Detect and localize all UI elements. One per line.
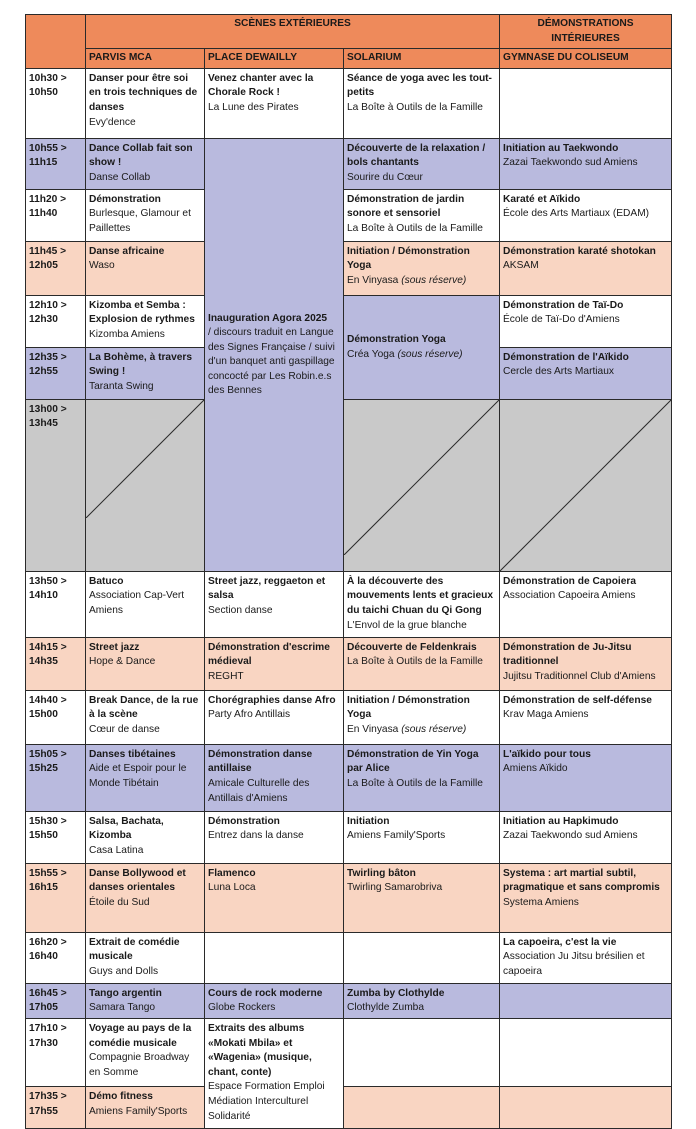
time-slot: 16h45 > 17h05 bbox=[26, 983, 86, 1018]
event-organizer: Taranta Swing bbox=[89, 380, 154, 392]
event-organizer: Samara Tango bbox=[89, 1002, 156, 1014]
event-organizer: AKSAM bbox=[503, 260, 539, 272]
empty-cell bbox=[500, 983, 672, 1018]
event-organizer: La Boîte à Outils de la Famille bbox=[347, 101, 483, 113]
event-organizer: Jujitsu Traditionnel Club d'Amiens bbox=[503, 670, 656, 682]
event-organizer: Amiens Family'Sports bbox=[347, 830, 446, 842]
table-row bbox=[26, 983, 672, 1018]
time-slot: 15h30 > 15h50 bbox=[26, 811, 86, 863]
break-cell bbox=[500, 399, 672, 571]
event-cell bbox=[205, 637, 344, 690]
event-organizer: Evy'dence bbox=[89, 116, 136, 128]
event-organizer: Cœur de danse bbox=[89, 723, 160, 735]
event-organizer: Association Ju Jitsu brésilien et capoeira bbox=[503, 951, 645, 977]
event-organizer: École des Arts Martiaux (EDAM) bbox=[503, 208, 650, 220]
diagonal-slash-icon bbox=[500, 400, 671, 571]
event-organizer: Krav Maga Amiens bbox=[503, 709, 589, 721]
event-title: Séance de yoga avec les tout-petits bbox=[347, 72, 492, 99]
event-organizer: École de Taï-Do d'Amiens bbox=[503, 314, 620, 326]
event-organizer: Waso bbox=[89, 260, 115, 272]
event-cell bbox=[205, 571, 344, 637]
table-row bbox=[26, 138, 672, 189]
event-title: Karaté et Aïkido bbox=[503, 193, 581, 205]
event-organizer: Créa Yoga (sous réserve) bbox=[347, 348, 463, 360]
event-organizer: Étoile du Sud bbox=[89, 896, 150, 908]
event-organizer: Zazai Taekwondo sud Amiens bbox=[503, 157, 638, 169]
event-organizer: Amiens Family'Sports bbox=[89, 1105, 188, 1117]
event-organizer: La Boîte à Outils de la Famille bbox=[347, 656, 483, 668]
event-title: Initiation / Démonstration Yoga bbox=[347, 694, 470, 721]
event-title: Démonstration de Ju-Jitsu traditionnel bbox=[503, 641, 632, 668]
event-title: Initiation / Démonstration Yoga bbox=[347, 245, 470, 272]
event-title: Démonstration danse antillaise bbox=[208, 748, 313, 775]
event-title: Inauguration Agora 2025 bbox=[208, 312, 328, 324]
event-cell bbox=[500, 571, 672, 637]
event-organizer: Entrez dans la danse bbox=[208, 830, 304, 842]
empty-cell bbox=[500, 68, 672, 138]
time-slot: 13h00 > 13h45 bbox=[26, 399, 86, 571]
event-cell bbox=[86, 347, 205, 399]
event-title: Démonstration bbox=[208, 815, 280, 827]
venue-parvis-mca: PARVIS MCA bbox=[86, 49, 205, 69]
diagonal-slash-icon bbox=[344, 400, 499, 555]
diagonal-slash-icon bbox=[86, 400, 204, 518]
event-organizer: Zazai Taekwondo sud Amiens bbox=[503, 830, 638, 842]
event-cell bbox=[205, 68, 344, 138]
event-cell bbox=[86, 932, 205, 983]
event-organizer: Globe Rockers bbox=[208, 1002, 276, 1014]
venue-place-dewailly: PLACE DEWAILLY bbox=[205, 49, 344, 69]
event-cell bbox=[500, 744, 672, 811]
event-cell bbox=[86, 241, 205, 295]
event-title: Street jazz bbox=[89, 641, 140, 653]
event-title: Démonstration de Yin Yoga par Alice bbox=[347, 748, 479, 775]
table-row bbox=[26, 295, 672, 347]
table-row bbox=[26, 189, 672, 241]
event-organizer: Kizomba Amiens bbox=[89, 328, 165, 340]
time-slot: 12h35 > 12h55 bbox=[26, 347, 86, 399]
event-title: Danse africaine bbox=[89, 245, 165, 257]
time-slot: 14h15 > 14h35 bbox=[26, 637, 86, 690]
event-organizer: La Boîte à Outils de la Famille bbox=[347, 222, 483, 234]
event-cell bbox=[86, 295, 205, 347]
empty-cell bbox=[344, 1086, 500, 1128]
event-title: Twirling bâton bbox=[347, 867, 416, 879]
event-title: Zumba by Clothylde bbox=[347, 987, 445, 999]
event-title: Systema : art martial subtil, pragmatique et sans compromis bbox=[503, 867, 660, 894]
event-title: À la découverte des mouvements lents et gracieux du taichi Chuan du Qi Gong bbox=[347, 575, 494, 616]
time-slot: 17h35 > 17h55 bbox=[26, 1086, 86, 1128]
venue-row bbox=[26, 49, 672, 69]
header-row bbox=[26, 15, 672, 49]
event-cell bbox=[344, 983, 500, 1018]
event-cell bbox=[86, 1018, 205, 1086]
event-cell bbox=[500, 863, 672, 932]
event-cell bbox=[500, 138, 672, 189]
event-title: Tango argentin bbox=[89, 987, 162, 999]
event-title: Dance Collab fait son show ! bbox=[89, 142, 193, 169]
event-cell bbox=[344, 241, 500, 295]
table-row bbox=[26, 1086, 672, 1128]
event-cell bbox=[500, 295, 672, 347]
event-organizer: Guys and Dolls bbox=[89, 965, 159, 977]
event-organizer: Amiens Aïkido bbox=[503, 763, 568, 775]
time-slot: 15h05 > 15h25 bbox=[26, 744, 86, 811]
event-organizer: En Vinyasa (sous réserve) bbox=[347, 723, 467, 735]
event-title: Initiation bbox=[347, 815, 390, 827]
time-slot: 13h50 > 14h10 bbox=[26, 571, 86, 637]
event-title: Découverte de Feldenkrais bbox=[347, 641, 477, 653]
table-row bbox=[26, 68, 672, 138]
event-cell bbox=[86, 189, 205, 241]
time-slot: 16h20 > 16h40 bbox=[26, 932, 86, 983]
event-title: La Bohème, à travers Swing ! bbox=[89, 351, 193, 378]
event-organizer: L'Envol de la grue blanche bbox=[347, 619, 467, 631]
event-cell bbox=[344, 744, 500, 811]
event-cell bbox=[205, 1018, 344, 1128]
event-title: Break Dance, de la rue à la scène bbox=[89, 694, 199, 721]
event-cell bbox=[205, 863, 344, 932]
event-cell bbox=[344, 571, 500, 637]
break-cell bbox=[86, 399, 205, 571]
event-organizer: Association Cap-Vert Amiens bbox=[89, 590, 185, 616]
event-title: Démonstration karaté shotokan bbox=[503, 245, 656, 257]
event-organizer: Aide et Espoir pour le Monde Tibétain bbox=[89, 763, 187, 789]
event-organizer: Association Capoeira Amiens bbox=[503, 590, 636, 602]
event-cell bbox=[344, 637, 500, 690]
event-organizer: Luna Loca bbox=[208, 882, 256, 894]
time-slot: 10h55 > 11h15 bbox=[26, 138, 86, 189]
event-organizer: La Lune des Pirates bbox=[208, 101, 299, 113]
event-title: Extrait de comédie musicale bbox=[89, 936, 180, 963]
event-cell bbox=[205, 811, 344, 863]
header-corner bbox=[26, 15, 86, 69]
event-organizer: Burlesque, Glamour et Paillettes bbox=[89, 208, 191, 234]
event-organizer: Twirling Samarobriva bbox=[347, 882, 443, 894]
event-title: Danser pour être soi en trois techniques de danses bbox=[89, 72, 198, 113]
event-cell bbox=[344, 690, 500, 744]
break-row bbox=[26, 399, 672, 571]
event-organizer: La Boîte à Outils de la Famille bbox=[347, 777, 483, 789]
table-row bbox=[26, 637, 672, 690]
event-cell bbox=[344, 295, 500, 399]
time-slot: 11h20 > 11h40 bbox=[26, 189, 86, 241]
time-slot: 14h40 > 15h00 bbox=[26, 690, 86, 744]
event-cell bbox=[344, 68, 500, 138]
event-organizer: Amicale Culturelle des Antillais d'Amiens bbox=[208, 777, 310, 804]
event-organizer: Hope & Dance bbox=[89, 656, 156, 668]
event-title: Démonstration de Taï-Do bbox=[503, 299, 624, 311]
interior-demos-header: DÉMONSTRATIONS INTÉRIEURES bbox=[500, 15, 672, 49]
event-title: Démonstration de l'Aïkido bbox=[503, 351, 629, 363]
event-cell bbox=[86, 811, 205, 863]
event-title: Démonstration bbox=[89, 193, 161, 205]
event-organizer: Section danse bbox=[208, 604, 273, 616]
event-cell bbox=[205, 983, 344, 1018]
event-organizer: REGHT bbox=[208, 670, 244, 682]
empty-cell bbox=[205, 932, 344, 983]
table-row bbox=[26, 811, 672, 863]
event-organizer: En Vinyasa (sous réserve) bbox=[347, 274, 467, 286]
time-slot: 12h10 > 12h30 bbox=[26, 295, 86, 347]
event-title: Flamenco bbox=[208, 867, 256, 879]
event-title: Initiation au Hapkimudo bbox=[503, 815, 619, 827]
event-cell bbox=[86, 571, 205, 637]
empty-cell bbox=[344, 932, 500, 983]
time-slot: 11h45 > 12h05 bbox=[26, 241, 86, 295]
table-row bbox=[26, 241, 672, 295]
event-title: Danses tibétaines bbox=[89, 748, 176, 760]
event-title: Démo fitness bbox=[89, 1090, 153, 1102]
event-organizer: Systema Amiens bbox=[503, 896, 579, 908]
event-title: Cours de rock moderne bbox=[208, 987, 323, 999]
table-row bbox=[26, 863, 672, 932]
event-cell bbox=[205, 744, 344, 811]
event-title: Découverte de la relaxation / bols chantants bbox=[347, 142, 486, 169]
event-cell bbox=[500, 347, 672, 399]
exterior-scenes-header: SCÈNES EXTÉRIEURES bbox=[86, 15, 500, 49]
event-organizer: Clothylde Zumba bbox=[347, 1002, 425, 1014]
schedule-table bbox=[25, 14, 672, 1129]
event-title: Démonstration de jardin sonore et sensoriel bbox=[347, 193, 465, 220]
event-title: Chorégraphies danse Afro bbox=[208, 694, 336, 706]
event-title: Démonstration d'escrime médieval bbox=[208, 641, 330, 668]
event-title: Démonstration de Capoiera bbox=[503, 575, 637, 587]
event-title: Batuco bbox=[89, 575, 124, 587]
event-title: La capoeira, c'est la vie bbox=[503, 936, 617, 948]
event-title: Danse Bollywood et danses orientales bbox=[89, 867, 186, 894]
event-cell bbox=[344, 138, 500, 189]
event-title: Venez chanter avec la Chorale Rock ! bbox=[208, 72, 314, 99]
break-cell bbox=[344, 399, 500, 571]
table-row bbox=[26, 744, 672, 811]
event-organizer: Compagnie Broadway en Somme bbox=[89, 1052, 190, 1078]
event-cell bbox=[86, 138, 205, 189]
table-row bbox=[26, 1018, 672, 1086]
event-cell bbox=[344, 863, 500, 932]
event-title: Kizomba et Semba : Explosion de rythmes bbox=[89, 299, 195, 326]
empty-cell bbox=[500, 1018, 672, 1086]
empty-cell bbox=[500, 1086, 672, 1128]
event-cell bbox=[344, 189, 500, 241]
event-cell bbox=[500, 241, 672, 295]
event-cell bbox=[205, 690, 344, 744]
event-cell bbox=[86, 744, 205, 811]
empty-cell bbox=[344, 1018, 500, 1086]
event-cell bbox=[86, 68, 205, 138]
event-title: Initiation au Taekwondo bbox=[503, 142, 619, 154]
event-cell bbox=[500, 690, 672, 744]
event-organizer: Casa Latina bbox=[89, 844, 144, 856]
event-organizer: Party Afro Antillais bbox=[208, 709, 291, 721]
event-title: Extraits des albums «Mokati Mbila» et «Wagenia» (musique, chant, conte) bbox=[208, 1022, 312, 1078]
event-cell bbox=[500, 189, 672, 241]
event-cell bbox=[500, 932, 672, 983]
event-organizer: Danse Collab bbox=[89, 171, 151, 183]
time-slot: 17h10 > 17h30 bbox=[26, 1018, 86, 1086]
event-cell bbox=[86, 690, 205, 744]
event-title: L'aïkido pour tous bbox=[503, 748, 591, 760]
event-cell bbox=[86, 1086, 205, 1128]
event-cell bbox=[86, 983, 205, 1018]
event-title: Démonstration Yoga bbox=[347, 334, 446, 346]
venue-gymnase-coliseum: GYMNASE DU COLISEUM bbox=[500, 49, 672, 69]
time-slot: 15h55 > 16h15 bbox=[26, 863, 86, 932]
table-row bbox=[26, 690, 672, 744]
time-slot: 10h30 > 10h50 bbox=[26, 68, 86, 138]
event-cell bbox=[86, 637, 205, 690]
event-cell bbox=[344, 811, 500, 863]
event-cell bbox=[500, 811, 672, 863]
event-title: Voyage au pays de la comédie musicale bbox=[89, 1022, 192, 1049]
event-cell bbox=[205, 138, 344, 571]
event-title: Street jazz, reggaeton et salsa bbox=[208, 575, 326, 602]
event-cell bbox=[86, 863, 205, 932]
table-row bbox=[26, 571, 672, 637]
event-organizer: Sourire du Cœur bbox=[347, 171, 423, 183]
event-cell bbox=[500, 637, 672, 690]
event-organizer: / discours traduit en Langue des Signes Française / suivi d'un banquet anti gaspillage concocté par Les Robin.e.s des Bennes bbox=[208, 327, 335, 397]
event-title: Démonstration de self-défense bbox=[503, 694, 652, 706]
event-title: Salsa, Bachata, Kizomba bbox=[89, 815, 164, 842]
venue-solarium: SOLARIUM bbox=[344, 49, 500, 69]
table-row bbox=[26, 932, 672, 983]
event-organizer: Cercle des Arts Martiaux bbox=[503, 366, 614, 378]
event-organizer: Espace Formation Emploi Médiation Interculturel Solidarité bbox=[208, 1081, 325, 1122]
